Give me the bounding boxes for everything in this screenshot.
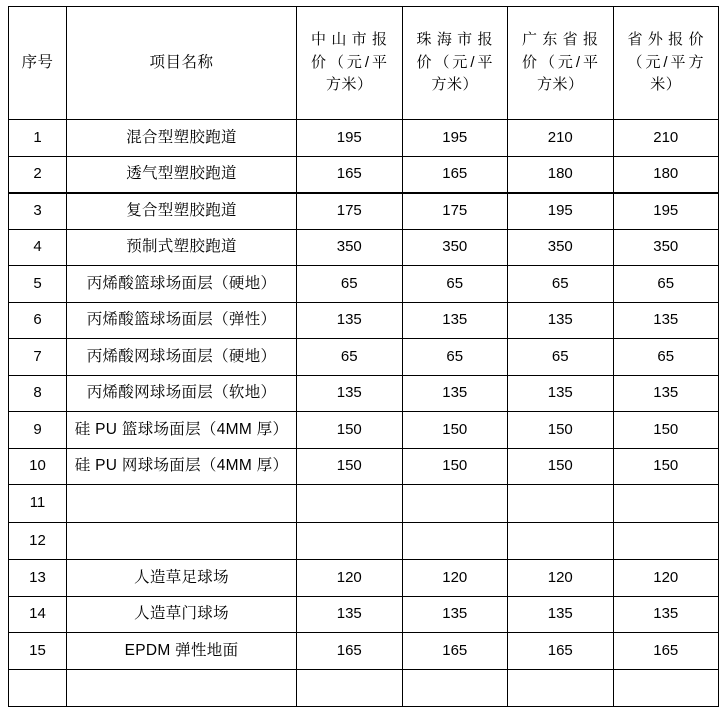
table-row <box>9 448 719 485</box>
cell-outside-price: 165 <box>613 633 719 670</box>
cell-zhuhai-price <box>402 669 508 707</box>
cell-guangdong-price: 180 <box>508 156 614 193</box>
cell-project-name: 硅 PU 篮球场面层（4MM 厚） <box>67 412 297 449</box>
cell-zhuhai-price <box>402 522 508 560</box>
cell-index: 10 <box>9 448 67 485</box>
cell-outside-price: 150 <box>613 412 719 449</box>
table-row <box>9 156 719 193</box>
cell-project-name: 混合型塑胶跑道 <box>67 120 297 157</box>
cell-project-name: 丙烯酸篮球场面层（硬地） <box>67 266 297 303</box>
cell-zhuhai-price: 135 <box>402 596 508 633</box>
column-header-index: 序号 <box>9 7 67 120</box>
table-row <box>9 120 719 157</box>
cell-guangdong-price: 195 <box>508 193 614 230</box>
cell-index <box>9 669 67 707</box>
cell-zhuhai-price: 65 <box>402 266 508 303</box>
table-row <box>9 193 719 230</box>
cell-index: 6 <box>9 302 67 339</box>
cell-project-name: 硅 PU 网球场面层（4MM 厚） <box>67 448 297 485</box>
cell-index: 14 <box>9 596 67 633</box>
table-row <box>9 339 719 376</box>
cell-zhuhai-price: 165 <box>402 633 508 670</box>
cell-guangdong-price: 120 <box>508 560 614 597</box>
cell-outside-price: 195 <box>613 193 719 230</box>
cell-project-name: EPDM 弹性地面 <box>67 633 297 670</box>
cell-guangdong-price: 150 <box>508 448 614 485</box>
cell-outside-price: 65 <box>613 266 719 303</box>
cell-project-name: 预制式塑胶跑道 <box>67 229 297 266</box>
cell-project-name: 透气型塑胶跑道 <box>67 156 297 193</box>
cell-zhongshan-price <box>297 522 403 560</box>
cell-outside-price <box>613 669 719 707</box>
cell-zhongshan-price: 135 <box>297 302 403 339</box>
cell-guangdong-price <box>508 669 614 707</box>
cell-zhongshan-price: 65 <box>297 266 403 303</box>
table-row <box>9 229 719 266</box>
cell-outside-price <box>613 522 719 560</box>
cell-outside-price: 120 <box>613 560 719 597</box>
cell-guangdong-price: 210 <box>508 120 614 157</box>
column-header-guangdong-price: 广东省报价（元/平方米） <box>508 7 614 120</box>
cell-zhongshan-price: 65 <box>297 339 403 376</box>
column-header-project-name: 项目名称 <box>67 7 297 120</box>
cell-index: 15 <box>9 633 67 670</box>
cell-index: 13 <box>9 560 67 597</box>
price-table <box>8 6 719 707</box>
cell-index: 2 <box>9 156 67 193</box>
cell-index: 5 <box>9 266 67 303</box>
cell-index: 11 <box>9 485 67 523</box>
cell-zhuhai-price: 65 <box>402 339 508 376</box>
cell-guangdong-price: 135 <box>508 375 614 412</box>
cell-guangdong-price: 65 <box>508 266 614 303</box>
table-header <box>9 7 719 120</box>
table-row <box>9 633 719 670</box>
cell-guangdong-price <box>508 485 614 523</box>
cell-guangdong-price: 165 <box>508 633 614 670</box>
cell-index: 8 <box>9 375 67 412</box>
cell-project-name <box>67 522 297 560</box>
table-body <box>9 120 719 707</box>
table-row <box>9 485 719 523</box>
cell-project-name: 复合型塑胶跑道 <box>67 193 297 230</box>
cell-zhuhai-price: 350 <box>402 229 508 266</box>
cell-guangdong-price: 150 <box>508 412 614 449</box>
cell-zhuhai-price: 150 <box>402 448 508 485</box>
cell-guangdong-price: 135 <box>508 302 614 339</box>
cell-outside-price: 135 <box>613 302 719 339</box>
cell-outside-price <box>613 485 719 523</box>
cell-zhuhai-price: 150 <box>402 412 508 449</box>
cell-zhuhai-price: 195 <box>402 120 508 157</box>
cell-zhuhai-price: 175 <box>402 193 508 230</box>
cell-zhuhai-price: 165 <box>402 156 508 193</box>
cell-index: 12 <box>9 522 67 560</box>
cell-zhongshan-price: 135 <box>297 375 403 412</box>
cell-zhongshan-price: 165 <box>297 633 403 670</box>
cell-zhongshan-price: 195 <box>297 120 403 157</box>
cell-zhongshan-price: 150 <box>297 412 403 449</box>
cell-guangdong-price: 135 <box>508 596 614 633</box>
cell-project-name: 人造草足球场 <box>67 560 297 597</box>
cell-zhuhai-price <box>402 485 508 523</box>
cell-index: 9 <box>9 412 67 449</box>
cell-zhuhai-price: 135 <box>402 375 508 412</box>
cell-zhuhai-price: 120 <box>402 560 508 597</box>
table-row <box>9 302 719 339</box>
cell-zhongshan-price: 135 <box>297 596 403 633</box>
cell-guangdong-price <box>508 522 614 560</box>
cell-zhongshan-price <box>297 485 403 523</box>
cell-outside-price: 135 <box>613 596 719 633</box>
cell-outside-price: 150 <box>613 448 719 485</box>
table-row <box>9 412 719 449</box>
table-row <box>9 596 719 633</box>
header-row <box>9 7 719 120</box>
table-row <box>9 669 719 707</box>
cell-outside-price: 210 <box>613 120 719 157</box>
cell-project-name <box>67 669 297 707</box>
cell-outside-price: 350 <box>613 229 719 266</box>
cell-index: 1 <box>9 120 67 157</box>
cell-zhongshan-price <box>297 669 403 707</box>
cell-index: 7 <box>9 339 67 376</box>
column-header-zhongshan-price: 中山市报价（元/平方米） <box>297 7 403 120</box>
cell-project-name: 丙烯酸网球场面层（硬地） <box>67 339 297 376</box>
cell-outside-price: 135 <box>613 375 719 412</box>
cell-zhuhai-price: 135 <box>402 302 508 339</box>
cell-zhongshan-price: 150 <box>297 448 403 485</box>
cell-guangdong-price: 65 <box>508 339 614 376</box>
column-header-outside-price: 省外报价（元/平方米） <box>613 7 719 120</box>
cell-index: 4 <box>9 229 67 266</box>
table-row <box>9 560 719 597</box>
table-row <box>9 266 719 303</box>
cell-zhongshan-price: 175 <box>297 193 403 230</box>
cell-zhongshan-price: 350 <box>297 229 403 266</box>
cell-index: 3 <box>9 193 67 230</box>
cell-project-name: 丙烯酸网球场面层（软地） <box>67 375 297 412</box>
cell-zhongshan-price: 120 <box>297 560 403 597</box>
cell-project-name <box>67 485 297 523</box>
table-row <box>9 522 719 560</box>
cell-outside-price: 65 <box>613 339 719 376</box>
cell-project-name: 人造草门球场 <box>67 596 297 633</box>
table-row <box>9 375 719 412</box>
column-header-zhuhai-price: 珠海市报价（元/平方米） <box>402 7 508 120</box>
cell-project-name: 丙烯酸篮球场面层（弹性） <box>67 302 297 339</box>
cell-guangdong-price: 350 <box>508 229 614 266</box>
cell-outside-price: 180 <box>613 156 719 193</box>
cell-zhongshan-price: 165 <box>297 156 403 193</box>
